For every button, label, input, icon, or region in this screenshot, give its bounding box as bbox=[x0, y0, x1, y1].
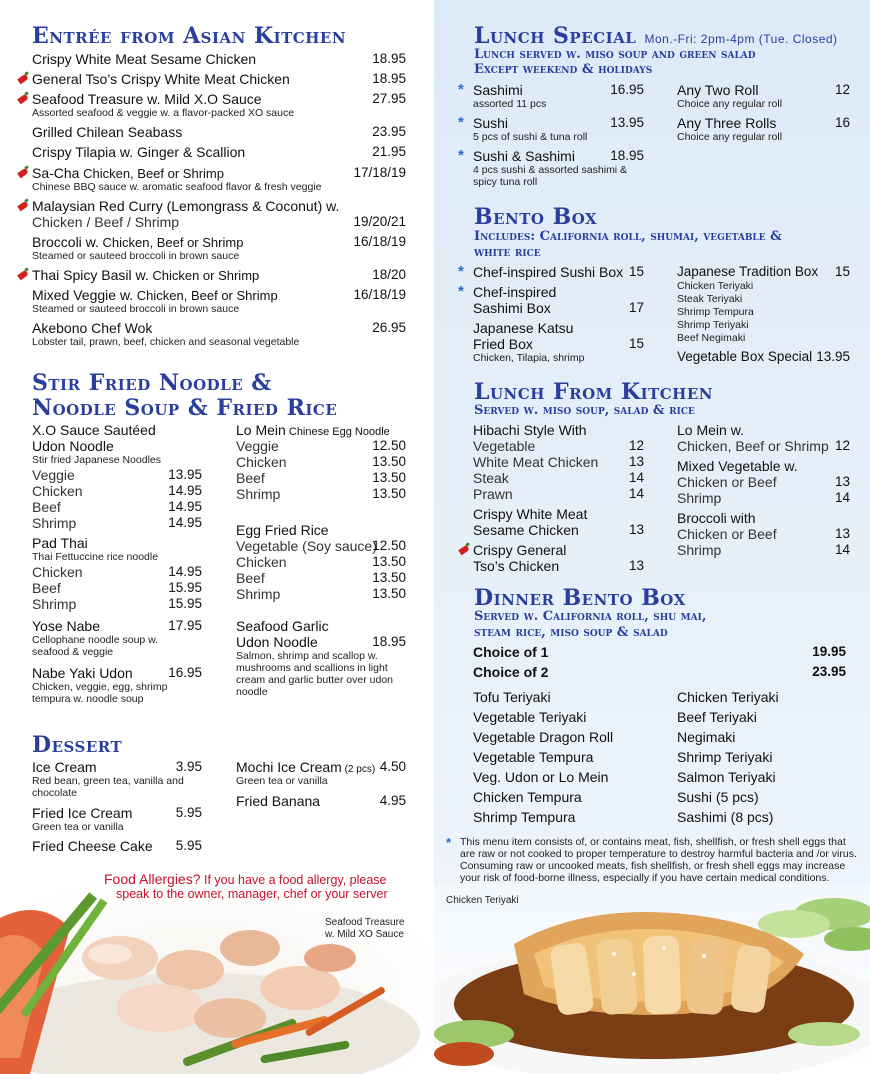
bento-item-name: Chef-inspired Sushi Box bbox=[473, 264, 624, 280]
lunch-item-price: 13.95 bbox=[610, 115, 644, 130]
menu-item-price: 16.95 bbox=[168, 665, 202, 680]
bento-item-price: 17 bbox=[628, 300, 644, 315]
kitchen-sub: Served w. miso soup, salad & rice bbox=[474, 403, 695, 418]
entree-item-price: 18.95 bbox=[372, 71, 406, 86]
dessert-item-price: 4.95 bbox=[379, 793, 406, 808]
dessert-item-desc: chocolate bbox=[32, 787, 77, 799]
dinner-option: Salmon Teriyaki bbox=[677, 769, 776, 785]
entree-item-name: Thai Spicy Basil w. Chicken or Shrimp bbox=[32, 267, 260, 283]
option-label: Chicken bbox=[236, 554, 287, 570]
lunch-item-desc: Choice any regular roll bbox=[677, 131, 783, 143]
option-label: Prawn bbox=[473, 486, 513, 502]
dessert-item-name: Ice Cream bbox=[32, 759, 97, 775]
lunch-item-name: Any Three Rolls bbox=[677, 115, 777, 131]
lunch-item-price: 18.95 bbox=[610, 148, 644, 163]
dinner-option: Shrimp Tempura bbox=[473, 809, 576, 825]
menu-item-price: 18.95 bbox=[372, 634, 406, 649]
dinner-bento-sub: Served w. California roll, shu mai, bbox=[474, 609, 707, 624]
entree-item-desc: Steamed or sauteed broccoli in brown sauce bbox=[32, 303, 240, 315]
lunch-special-sub: Lunch served w. miso soup and green salad bbox=[474, 47, 756, 62]
right-page bbox=[434, 0, 870, 1074]
bento-item-price: 15 bbox=[834, 264, 850, 279]
option-price: 13.95 bbox=[168, 467, 202, 482]
option-price: 13 bbox=[834, 526, 850, 541]
dinner-choice-price: 23.95 bbox=[812, 664, 846, 679]
option-label: Veggie bbox=[32, 467, 75, 483]
dinner-option: Chicken Teriyaki bbox=[677, 689, 779, 705]
option-label: Beef bbox=[236, 470, 265, 486]
lunch-item-price: 16.95 bbox=[610, 82, 644, 97]
menu-item-desc: seafood & veggie bbox=[32, 646, 114, 658]
entree-item-price: 21.95 bbox=[372, 144, 406, 159]
dinner-option: Vegetable Teriyaki bbox=[473, 709, 587, 725]
menu-item-name: Udon Noodle bbox=[32, 438, 114, 454]
entree-item-price: 23.95 bbox=[372, 124, 406, 139]
allergy-notice: speak to the owner, manager, chef or your server bbox=[116, 887, 388, 901]
option-price: 13.50 bbox=[372, 586, 406, 601]
bento-item-name: Japanese Katsu bbox=[473, 320, 574, 336]
lunch-item-desc: assorted 11 pcs bbox=[473, 98, 547, 110]
entree-item-name: Mixed Veggie w. Chicken, Beef or Shrimp bbox=[32, 287, 278, 303]
menu-item-name: Pad Thai bbox=[32, 535, 88, 551]
option-label: Chicken bbox=[32, 564, 83, 580]
bento-item-price: 13.95 bbox=[816, 349, 850, 364]
option-label: Chicken, Beef or Shrimp bbox=[677, 438, 829, 454]
kitchen-item-name: Tso’s Chicken bbox=[473, 558, 560, 574]
kitchen-item-name: Hibachi Style With bbox=[473, 422, 587, 438]
spicy-pepper-icon bbox=[17, 201, 29, 212]
spicy-pepper-icon bbox=[458, 545, 470, 556]
option-price: 13.50 bbox=[372, 486, 406, 501]
raw-warning-star-icon: * bbox=[458, 81, 464, 98]
option-label: Shrimp bbox=[32, 596, 77, 612]
dinner-bento-title: Dinner Bento Box bbox=[474, 585, 686, 611]
dinner-option: Beef Teriyaki bbox=[677, 709, 757, 725]
option-price: 12 bbox=[628, 438, 644, 453]
dessert-item-name: Fried Ice Cream bbox=[32, 805, 133, 821]
raw-food-disclaimer: This menu item consists of, or contains meat, fish, shellfish, or fresh shell eggs that are raw or not cooked to proper temperature to destroy harmful bacteria and /or virus. Consuming raw or uncooked meats, fish shellfish, or fresh shell eggs may increase your risk of food-borne illness, especially if you have certain medical conditions. bbox=[460, 836, 857, 884]
entree-item-desc: Assorted seafood & veggie w. a flavor-packed XO sauce bbox=[32, 107, 295, 119]
lunch-item-desc: 4 pcs sushi & assorted sashimi & bbox=[473, 164, 628, 176]
dinner-option: Chicken Tempura bbox=[473, 789, 582, 805]
option-label: Shrimp bbox=[236, 486, 281, 502]
lunch-item-name: Any Two Roll bbox=[677, 82, 759, 98]
dinner-option: Vegetable Tempura bbox=[473, 749, 594, 765]
dessert-item-name: Fried Banana bbox=[236, 793, 321, 809]
bento-item-desc: Shrimp Teriyaki bbox=[677, 319, 749, 331]
menu-item-name: Yose Nabe bbox=[32, 618, 100, 634]
stirfried-title: Noodle Soup & Fried Rice bbox=[32, 395, 338, 421]
bento-title: Bento Box bbox=[474, 204, 598, 230]
entree-item-name: Akebono Chef Wok bbox=[32, 320, 153, 336]
raw-warning-star-icon: * bbox=[458, 283, 464, 300]
menu-item-name: Lo Mein Chinese Egg Noodle bbox=[236, 422, 390, 438]
lunch-item-price: 12 bbox=[834, 82, 850, 97]
option-label: White Meat Chicken bbox=[473, 454, 599, 470]
option-label: Shrimp bbox=[677, 542, 722, 558]
menu-item-desc: Thai Fettuccine rice noodle bbox=[32, 551, 159, 563]
lunch-item-name: Sashimi bbox=[473, 82, 523, 98]
entree-item-price: 16/18/19 bbox=[353, 287, 406, 302]
bento-item-desc: Chicken Teriyaki bbox=[677, 280, 754, 292]
kitchen-item-price: 13 bbox=[628, 558, 644, 573]
menu-item-desc: Cellophane noodle soup w. bbox=[32, 634, 159, 646]
entree-item-name: Crispy Tilapia w. Ginger & Scallion bbox=[32, 144, 246, 160]
entree-item-price: 18.95 bbox=[372, 51, 406, 66]
bento-item-name: Fried Box bbox=[473, 336, 533, 352]
lunch-item-name: Sushi & Sashimi bbox=[473, 148, 575, 164]
raw-warning-star-icon: * bbox=[458, 263, 464, 280]
lunch-special-sub: Except weekend & holidays bbox=[474, 62, 653, 77]
raw-warning-star-icon: * bbox=[446, 835, 452, 850]
option-price: 14 bbox=[834, 490, 850, 505]
dessert-item-price: 5.95 bbox=[175, 838, 202, 853]
option-price: 13.50 bbox=[372, 454, 406, 469]
raw-warning-star-icon: * bbox=[458, 147, 464, 164]
dessert-item-price: 4.50 bbox=[379, 759, 406, 774]
entree-item-name: Seafood Treasure w. Mild X.O Sauce bbox=[32, 91, 262, 107]
entree-title: Entrée from Asian Kitchen bbox=[32, 23, 347, 49]
kitchen-item-name: Crispy White Meat bbox=[473, 506, 588, 522]
dessert-item-price: 5.95 bbox=[175, 805, 202, 820]
kitchen-item-name: Crispy General bbox=[473, 542, 567, 558]
kitchen-item-name: Broccoli with bbox=[677, 510, 756, 526]
lunch-item-name: Sushi bbox=[473, 115, 509, 131]
entree-item-name: Sa-Cha Chicken, Beef or Shrimp bbox=[32, 165, 224, 181]
option-price: 12.50 bbox=[372, 538, 406, 553]
bento-sub: Includes: California roll, shumai, vegetable & bbox=[474, 229, 782, 244]
option-label: Steak bbox=[473, 470, 509, 486]
lunch-item-price: 16 bbox=[834, 115, 850, 130]
menu-item-name: Seafood Garlic bbox=[236, 618, 329, 634]
lunch-item-desc: Choice any regular roll bbox=[677, 98, 783, 110]
option-price: 14.95 bbox=[168, 564, 202, 579]
dessert-title: Dessert bbox=[32, 732, 123, 758]
option-price: 15.95 bbox=[168, 596, 202, 611]
option-price: 13.50 bbox=[372, 570, 406, 585]
option-price: 13.50 bbox=[372, 554, 406, 569]
dinner-choice-name: Choice of 2 bbox=[473, 664, 549, 680]
kitchen-title: Lunch From Kitchen bbox=[474, 379, 713, 405]
spicy-pepper-icon bbox=[17, 74, 29, 85]
kitchen-item-price: 13 bbox=[628, 522, 644, 537]
entree-item-name: General Tso’s Crispy White Meat Chicken bbox=[32, 71, 290, 87]
stirfried-title: Stir Fried Noodle & bbox=[32, 370, 272, 396]
raw-warning-star-icon: * bbox=[458, 114, 464, 131]
dinner-option: Vegetable Dragon Roll bbox=[473, 729, 614, 745]
bento-item-desc: Beef Negimaki bbox=[677, 332, 746, 344]
entree-item-desc: Steamed or sauteed broccoli in brown sauce bbox=[32, 250, 240, 262]
entree-item-price: 18/20 bbox=[372, 267, 406, 282]
kitchen-item-name: Mixed Vegetable w. bbox=[677, 458, 798, 474]
menu-item-desc: Salmon, shrimp and scallop w. bbox=[236, 650, 378, 662]
entree-item-price: 19/20/21 bbox=[353, 214, 406, 229]
option-price: 14.95 bbox=[168, 515, 202, 530]
option-label: Chicken bbox=[32, 483, 83, 499]
menu-item-name: Nabe Yaki Udon bbox=[32, 665, 133, 681]
option-price: 12.50 bbox=[372, 438, 406, 453]
option-label: Beef bbox=[32, 499, 61, 515]
option-price: 14.95 bbox=[168, 499, 202, 514]
option-label: Vegetable (Soy sauce) bbox=[236, 538, 377, 554]
entree-item-price: 27.95 bbox=[372, 91, 406, 106]
menu-item-desc: tempura w. noodle soup bbox=[32, 693, 144, 705]
option-price: 14 bbox=[628, 470, 644, 485]
menu-item-desc: noodle bbox=[236, 686, 268, 698]
option-label: Beef bbox=[32, 580, 61, 596]
bento-item-name: Sashimi Box bbox=[473, 300, 551, 316]
entree-item-name: Grilled Chilean Seabass bbox=[32, 124, 183, 140]
dinner-option: Shrimp Teriyaki bbox=[677, 749, 773, 765]
menu-item-desc: mushrooms and scallions in light bbox=[236, 662, 388, 674]
bento-item-price: 15 bbox=[628, 336, 644, 351]
dessert-item-name: Fried Cheese Cake bbox=[32, 838, 153, 854]
bento-sub: white rice bbox=[474, 245, 541, 260]
bento-item-desc: Chicken, Tilapia, shrimp bbox=[473, 352, 585, 364]
option-label: Shrimp bbox=[32, 515, 77, 531]
menu-item-desc: Chicken, veggie, egg, shrimp bbox=[32, 681, 168, 693]
menu-item-name: X.O Sauce Sautéed bbox=[32, 422, 156, 438]
kitchen-item-name: Sesame Chicken bbox=[473, 522, 579, 538]
entree-item-name: Malaysian Red Curry (Lemongrass & Coconut) w. bbox=[32, 198, 340, 214]
option-label: Chicken or Beef bbox=[677, 526, 777, 542]
left-page bbox=[0, 0, 434, 1074]
photo-caption: Chicken Teriyaki bbox=[446, 895, 519, 906]
entree-item-price: 26.95 bbox=[372, 320, 406, 335]
menu-item-price: 17.95 bbox=[168, 618, 202, 633]
option-label: Chicken bbox=[236, 454, 287, 470]
spicy-pepper-icon bbox=[17, 168, 29, 179]
allergy-notice: Food Allergies? If you have a food allergy, please bbox=[104, 871, 387, 887]
dessert-item-desc: Green tea or vanilla bbox=[32, 821, 124, 833]
dinner-option: Sashimi (8 pcs) bbox=[677, 809, 774, 825]
entree-item-price: 17/18/19 bbox=[353, 165, 406, 180]
bento-item-desc: Shrimp Tempura bbox=[677, 306, 754, 318]
option-label: Shrimp bbox=[677, 490, 722, 506]
dinner-choice-name: Choice of 1 bbox=[473, 644, 549, 660]
photo-caption: w. Mild XO Sauce bbox=[325, 929, 404, 940]
menu-item-desc: cream and garlic butter over udon bbox=[236, 674, 394, 686]
entree-item-desc: Lobster tail, prawn, beef, chicken and seasonal vegetable bbox=[32, 336, 300, 348]
entree-item-name: Crispy White Meat Sesame Chicken bbox=[32, 51, 257, 67]
kitchen-item-name: Lo Mein w. bbox=[677, 422, 744, 438]
spicy-pepper-icon bbox=[17, 270, 29, 281]
photo-caption: Seafood Treasure bbox=[325, 917, 405, 928]
lunch-item-desc: spicy tuna roll bbox=[473, 176, 538, 188]
spicy-pepper-icon bbox=[17, 94, 29, 105]
dessert-item-name: Mochi Ice Cream (2 pcs) bbox=[236, 759, 376, 775]
dessert-item-desc: Red bean, green tea, vanilla and bbox=[32, 775, 184, 787]
dinner-choice-price: 19.95 bbox=[812, 644, 846, 659]
lunch-special-title: Lunch Special Mon.-Fri: 2pm-4pm (Tue. Closed) bbox=[474, 23, 838, 49]
option-price: 13.50 bbox=[372, 470, 406, 485]
dinner-bento-sub: steam rice, miso soup & salad bbox=[474, 625, 668, 640]
option-price: 14 bbox=[834, 542, 850, 557]
option-label: Beef bbox=[236, 570, 265, 586]
entree-item-price: 16/18/19 bbox=[353, 234, 406, 249]
dinner-option: Veg. Udon or Lo Mein bbox=[473, 769, 609, 785]
option-label: Shrimp bbox=[236, 586, 281, 602]
option-price: 14 bbox=[628, 486, 644, 501]
dinner-option: Tofu Teriyaki bbox=[473, 689, 551, 705]
option-price: 15.95 bbox=[168, 580, 202, 595]
option-label: Vegetable bbox=[473, 438, 536, 454]
option-price: 14.95 bbox=[168, 483, 202, 498]
chicken-teriyaki-photo bbox=[434, 884, 870, 1074]
bento-item-price: 15 bbox=[628, 264, 644, 279]
menu-item-name: Egg Fried Rice bbox=[236, 522, 329, 538]
entree-item-desc: Chinese BBQ sauce w. aromatic seafood flavor & fresh veggie bbox=[32, 181, 322, 193]
bento-item-desc: Steak Teriyaki bbox=[677, 293, 743, 305]
menu-item-desc: Stir fried Japanese Noodles bbox=[32, 454, 161, 466]
option-label: Chicken or Beef bbox=[677, 474, 777, 490]
dinner-option: Negimaki bbox=[677, 729, 736, 745]
bento-item-name: Japanese Tradition Box bbox=[677, 264, 819, 279]
option-price: 12 bbox=[834, 438, 850, 453]
dessert-item-desc: Green tea or vanilla bbox=[236, 775, 328, 787]
entree-item-name: Broccoli w. Chicken, Beef or Shrimp bbox=[32, 234, 244, 250]
option-price: 13 bbox=[834, 474, 850, 489]
option-label: Veggie bbox=[236, 438, 279, 454]
entree-item-options: Chicken / Beef / Shrimp bbox=[32, 214, 180, 230]
dinner-option: Sushi (5 pcs) bbox=[677, 789, 759, 805]
lunch-item-desc: 5 pcs of sushi & tuna roll bbox=[473, 131, 588, 143]
menu-item-name: Udon Noodle bbox=[236, 634, 318, 650]
bento-item-name: Vegetable Box Special bbox=[677, 349, 813, 364]
bento-item-name: Chef-inspired bbox=[473, 284, 557, 300]
dessert-item-price: 3.95 bbox=[175, 759, 202, 774]
option-price: 13 bbox=[628, 454, 644, 469]
